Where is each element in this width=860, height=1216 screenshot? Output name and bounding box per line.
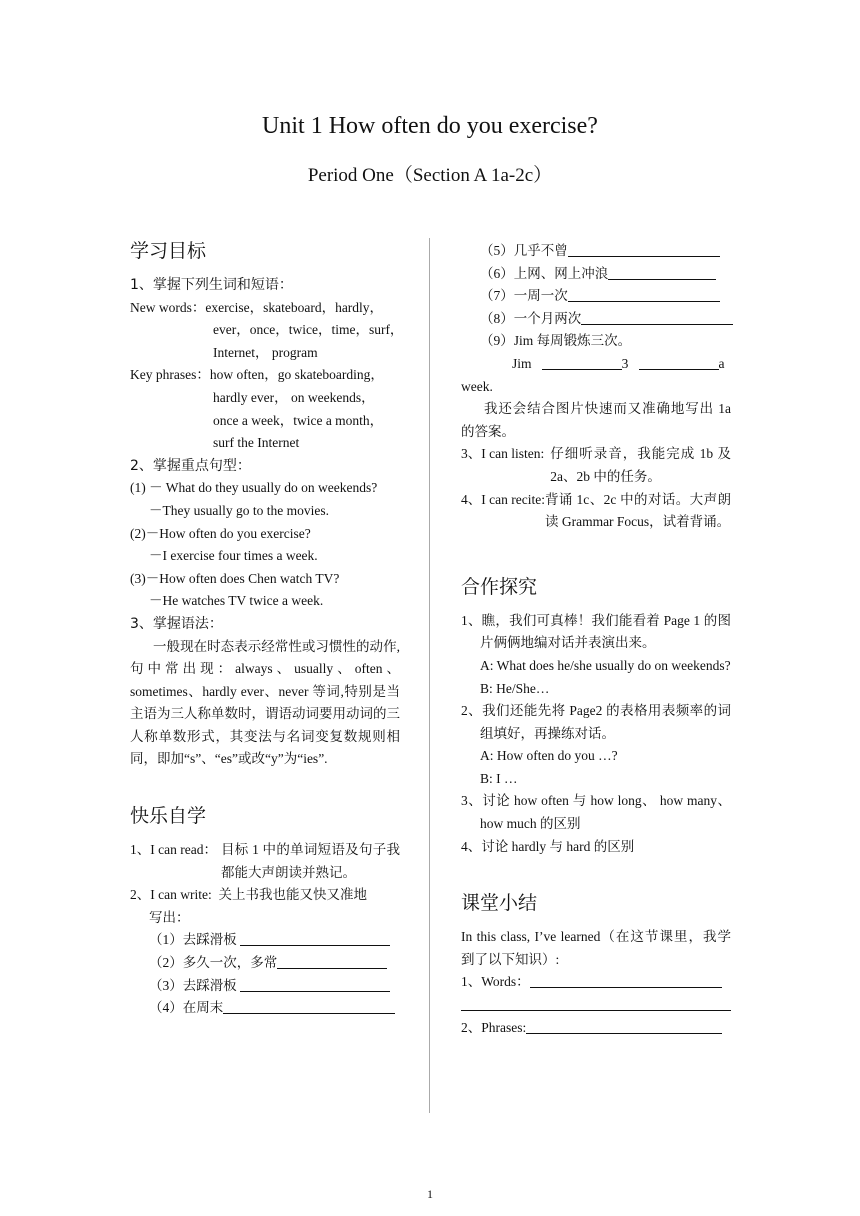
coop-item-2: 2、我们还能先将 Page2 的表格用表频率的词组填好，再操练对话。 (461, 703, 731, 741)
answer-blank[interactable] (530, 971, 722, 988)
column-divider (429, 238, 430, 1113)
write-blank-2: （2）多久一次，多常 (130, 952, 400, 975)
answer-blank[interactable] (568, 240, 720, 257)
recite-item: 4、I can recite: 背诵 1c、2c 中的对话。大声朗读 Grammar Focus，试着背诵。 (461, 491, 731, 530)
summary-heading: 课堂小结 (461, 892, 538, 915)
coop-item-3: 3、讨论 how often 与 how long、 how many、 how much 的区别 (461, 793, 731, 832)
new-words-line-2: ever，once，twice，time，surf， (213, 322, 404, 338)
answer-blank[interactable] (240, 929, 390, 946)
picture-task: 我还会结合图片快速而又准确地写出 1a 的答案。 (461, 401, 731, 439)
write-blank-1: （1）去踩滑板 (130, 929, 400, 952)
coop-item-2a: A: How often do you …? (480, 748, 618, 764)
new-words-line-1: New words：exercise，skateboard，hardly， (130, 299, 384, 315)
page-subtitle: Period One（Section A 1a-2c） (307, 165, 553, 186)
sentence-2b: －I exercise four times a week. (149, 548, 318, 564)
cooperation-heading: 合作探究 (461, 575, 538, 598)
answer-blank[interactable] (277, 952, 387, 969)
answer-blank[interactable] (581, 308, 733, 325)
write-blank-6: （6）上网、网上冲浪 (461, 263, 731, 286)
left-column (130, 236, 404, 1020)
answer-blank[interactable] (608, 263, 716, 280)
write-blank-5: （5）几乎不曾 (461, 240, 731, 263)
right-column (461, 240, 731, 1039)
key-phrases-line-1: Key phrases：how often，go skateboarding， (130, 367, 384, 383)
sentence-1b: －They usually go to the movies. (149, 502, 329, 518)
summary-words-cont (461, 994, 731, 1017)
write-item-9: （9）Jim 每周锻炼三次。 (480, 333, 632, 349)
answer-blank[interactable] (223, 997, 395, 1014)
self-study-heading: 快乐自学 (130, 805, 207, 828)
summary-intro: In this class, I’ve learned（在这节课里，我学到了以下知识）: (461, 929, 731, 967)
coop-item-4: 4、讨论 hardly 与 hard 的区别 (461, 838, 635, 854)
answer-blank[interactable] (568, 285, 720, 302)
answer-blank[interactable] (526, 1017, 722, 1034)
page-number: 1 (427, 1187, 433, 1201)
sentence-3a: (3)－How often does Chen watch TV? (130, 570, 340, 586)
goal-1-heading: 1、掌握下列生词和短语： (130, 277, 293, 293)
answer-blank[interactable] (639, 353, 719, 370)
coop-item-1a: A: What does he/she usually do on weekends? (480, 657, 731, 673)
sentence-3b: －He watches TV twice a week. (149, 593, 324, 609)
listen-item: 3、I can listen: 仔细听录音，我能完成 1b 及 2a、2b 中的任务。 (461, 446, 731, 484)
coop-item-2b: B: I … (480, 770, 518, 786)
write-blank-4: （4）在周末 (130, 997, 400, 1020)
write-blank-3: （3）去踩滑板 (130, 975, 400, 998)
read-item: 1、I can read： 目标 1 中的单词短语及句子我都能大声朗读并熟记。 (130, 842, 400, 880)
write-blank-7: （7）一周一次 (461, 285, 731, 308)
answer-blank[interactable] (542, 353, 622, 370)
grammar-paragraph: 一般现在时态表示经常性或习惯性的动作,句中常出现：always、usually、often、sometimes、hardly ever、never 等词,特别是当主语为三人称单数时，谓语动词要用动词的三人称单数形式，其变法与名词变复数规则相同，即加“s”、“es”或改“y”为“ies”. (130, 638, 400, 767)
goals-heading: 学习目标 (130, 240, 207, 262)
key-phrases-line-4: surf the Internet (213, 435, 300, 451)
sentence-1a: (1) － What do they usually do on weekends? (130, 480, 378, 496)
coop-item-1: 1、瞧，我们可真棒！我们能看着 Page 1 的图片俩俩地编对话并表演出来。 (461, 612, 731, 651)
key-phrases-line-3: once a week，twice a month， (213, 412, 384, 428)
summary-phrases: 2、Phrases: (461, 1017, 731, 1040)
page-title: Unit 1 How often do you exercise? (262, 113, 598, 139)
write-item: 2、I can write: 关上书我也能又快又准地 (130, 887, 367, 903)
coop-item-1b: B: He/She… (480, 680, 550, 696)
summary-words: 1、Words： (461, 971, 731, 994)
goal-3-heading: 3、掌握语法： (130, 615, 223, 632)
write-item-cont: 写出： (149, 909, 190, 925)
answer-blank[interactable] (240, 975, 390, 992)
write-blank-9-cont: week. (461, 378, 493, 394)
write-blank-8: （8）一个月两次 (461, 308, 731, 331)
sentence-2a: (2)－How often do you exercise? (130, 525, 311, 541)
key-phrases-line-2: hardly ever， on weekends， (213, 389, 375, 405)
write-blank-9: Jim 3 a (461, 353, 731, 376)
goal-2-heading: 2、掌握重点句型： (130, 457, 251, 474)
answer-blank[interactable] (461, 994, 731, 1011)
new-words-line-3: Internet， program (213, 344, 318, 360)
